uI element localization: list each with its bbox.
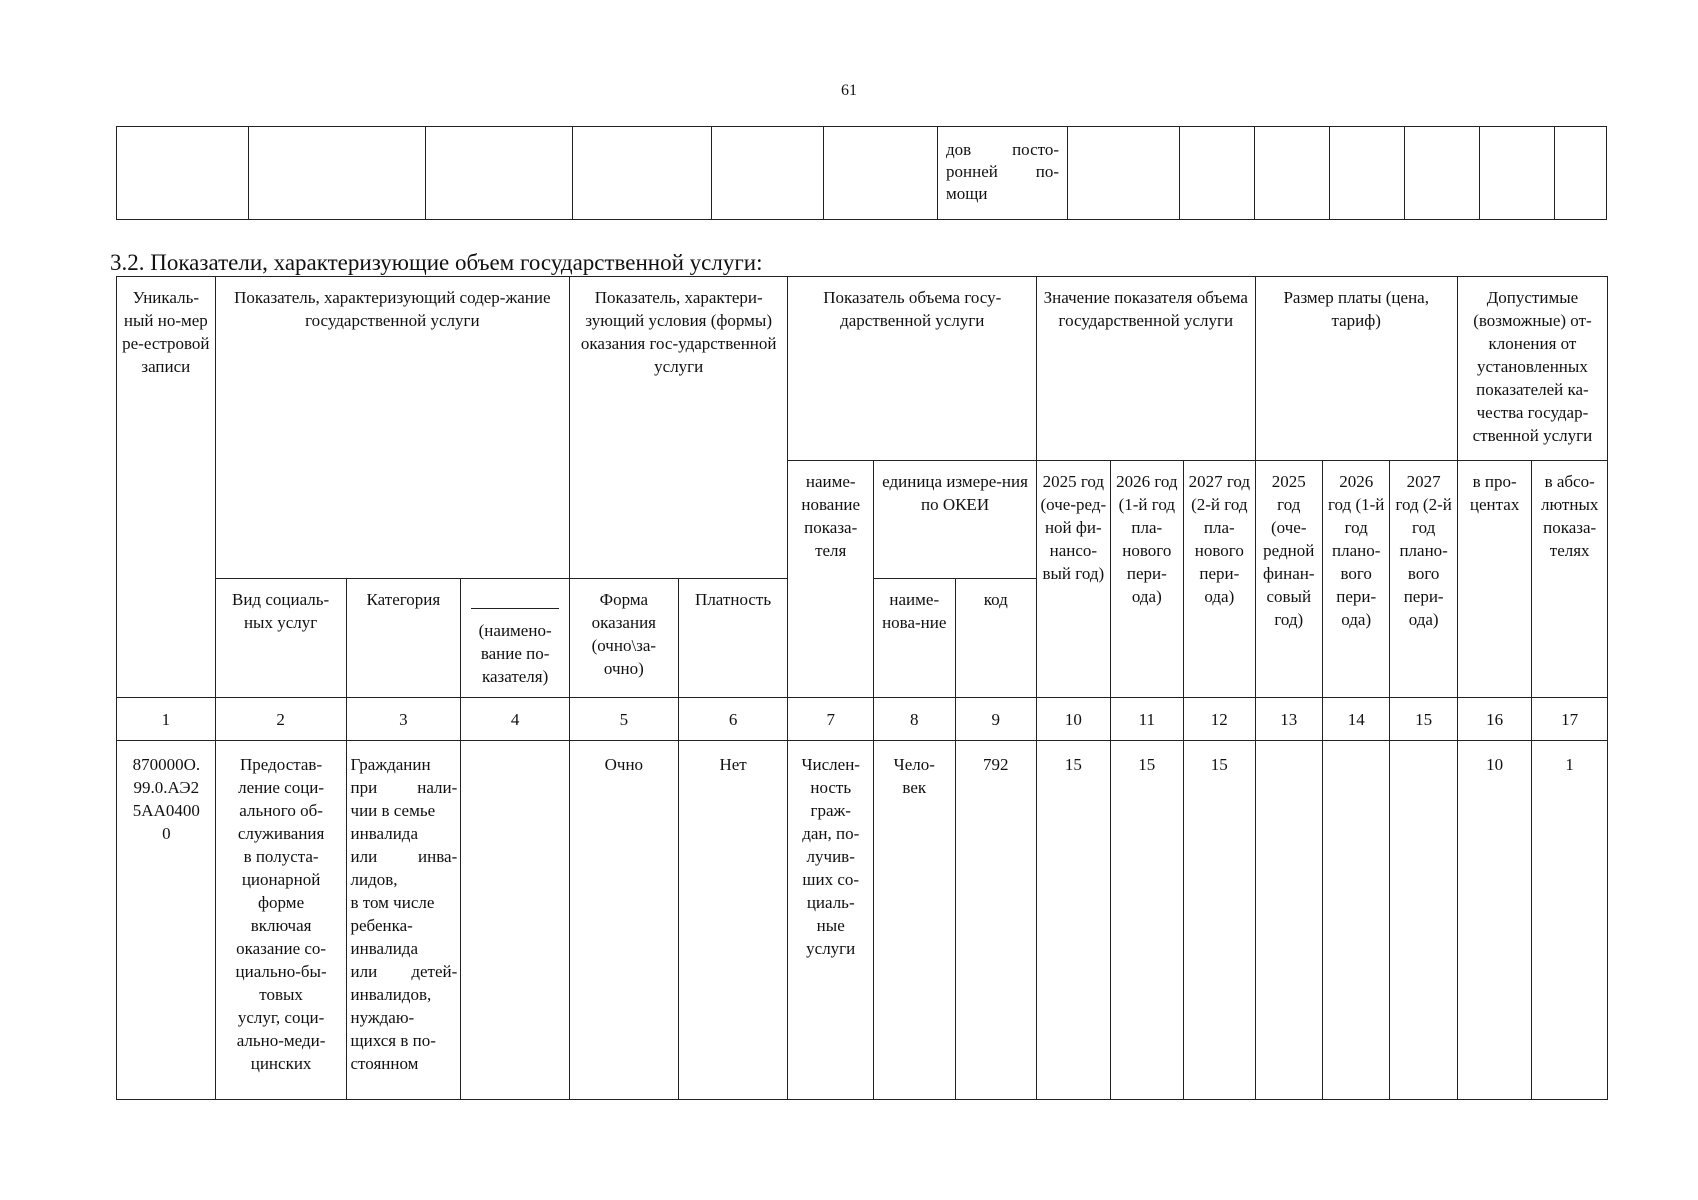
column-number: 2 xyxy=(215,698,346,741)
registry-line: 99.0.АЭ2 xyxy=(133,778,200,797)
volume-indicators-table xyxy=(116,276,1608,1100)
continuation-cell xyxy=(824,127,938,220)
service-type-line: услуг, соци- xyxy=(237,1008,325,1027)
header-value-2027: 2027 год (2-й год пла-нового пери-ода) xyxy=(1184,461,1256,698)
header-deviation-absolute: в абсо-лютных показа-телях xyxy=(1532,461,1608,698)
header-value-2025: 2025 год (оче-ред-ной фи-нансо-вый год) xyxy=(1037,461,1110,698)
header-registry-number: Уникаль-ный но-мер ре-естровой записи xyxy=(117,277,216,698)
column-number: 15 xyxy=(1390,698,1457,741)
category-line: щихся в по- xyxy=(350,1031,436,1050)
continuation-cell xyxy=(249,127,426,220)
column-number: 8 xyxy=(874,698,956,741)
header-indicator-value: Значение показателя объема государственной услуги xyxy=(1037,277,1255,461)
service-type-line: товых xyxy=(259,985,303,1004)
value-2026-cell: 15 xyxy=(1110,741,1183,1100)
unit-name-line: век xyxy=(902,778,927,797)
category-line: инвалидов, xyxy=(350,985,432,1004)
header-service-form: Форма оказания (очно\за-очно) xyxy=(569,579,678,698)
indicator-cell xyxy=(461,741,570,1100)
continuation-cell xyxy=(426,127,573,220)
header-fee-2026: 2026 год (1-й год плано-вого пери-ода) xyxy=(1322,461,1389,698)
section-title: 3.2. Показатели, характеризующие объем государственной услуги: xyxy=(110,250,763,275)
category-line: или инва- xyxy=(350,847,458,866)
continuation-cell xyxy=(712,127,824,220)
registry-line: 5АА0400 xyxy=(132,801,200,820)
indicator-name-cell xyxy=(788,741,874,1100)
blank-line xyxy=(471,588,559,609)
indicator-name-line: циаль- xyxy=(806,893,855,912)
registry-line: 870000О. xyxy=(132,755,201,774)
column-number: 5 xyxy=(569,698,678,741)
header-allowed-deviation: Допустимые (возможные) от-клонения от установленных показателей ка-чества государ-ственной услуги xyxy=(1457,277,1607,461)
registry-line: 0 xyxy=(162,824,171,843)
value-2027-cell: 15 xyxy=(1184,741,1256,1100)
category-line: нуждаю- xyxy=(350,1008,415,1027)
indicator-name-line: услуги xyxy=(806,939,856,958)
column-number: 6 xyxy=(678,698,788,741)
header-indicator-name: наиме-нование показа-теля xyxy=(788,461,874,698)
service-type-line: включая xyxy=(250,916,312,935)
continuation-cell xyxy=(573,127,712,220)
column-number: 12 xyxy=(1184,698,1256,741)
column-number: 10 xyxy=(1037,698,1110,741)
continuation-cell xyxy=(1405,127,1480,220)
column-number: 17 xyxy=(1532,698,1608,741)
continuation-cell xyxy=(1555,127,1607,220)
indicator-name-line: ших со- xyxy=(802,870,860,889)
continuation-cell xyxy=(1068,127,1180,220)
continuation-cell xyxy=(1180,127,1255,220)
value-2025-cell: 15 xyxy=(1037,741,1110,1100)
category-line: стоянном xyxy=(350,1054,419,1073)
header-fee-2025: 2025 год (оче-редной финан-совый год) xyxy=(1255,461,1322,698)
text-line: ронней по- xyxy=(946,162,1059,181)
service-type-line: в полуста- xyxy=(243,847,319,866)
indicator-name-line: лучив- xyxy=(806,847,855,866)
header-indicator-placeholder xyxy=(461,579,570,698)
header-unit-code: код xyxy=(955,579,1037,698)
column-number: 3 xyxy=(346,698,461,741)
unit-name-line: Чело- xyxy=(893,755,935,774)
service-type-cell xyxy=(215,741,346,1100)
header-indicator-name-placeholder: (наимено-вание по-казателя) xyxy=(478,621,552,686)
service-type-line: циально-бы- xyxy=(235,962,327,981)
header-payment: Платность xyxy=(678,579,788,698)
header-volume-indicator: Показатель объема госу-дарственной услуги xyxy=(788,277,1037,461)
page-number: 61 xyxy=(841,82,857,99)
service-type-line: служивания xyxy=(237,824,325,843)
header-deviation-percent: в про-центах xyxy=(1457,461,1531,698)
category-line: инвалида xyxy=(350,824,418,843)
service-type-line: цинских xyxy=(250,1054,312,1073)
unit-code-cell: 792 xyxy=(955,741,1037,1100)
payment-cell: Нет xyxy=(678,741,788,1100)
fee-2025-cell xyxy=(1255,741,1322,1100)
service-type-line: ального об- xyxy=(239,801,323,820)
header-conditions-indicator: Показатель, характери-зующий условия (формы) оказания гос-ударственной услуги xyxy=(569,277,787,579)
service-type-line: ционарной xyxy=(241,870,321,889)
column-number: 1 xyxy=(117,698,216,741)
column-number: 16 xyxy=(1457,698,1531,741)
service-type-line: ально-меди- xyxy=(236,1031,326,1050)
continuation-cell xyxy=(117,127,249,220)
deviation-absolute-cell: 1 xyxy=(1532,741,1608,1100)
fee-2027-cell xyxy=(1390,741,1457,1100)
header-fee-2027: 2027 год (2-й год плано-вого пери-ода) xyxy=(1390,461,1457,698)
category-line: или детей- xyxy=(350,962,458,981)
service-type-line: форме xyxy=(258,893,305,912)
column-number: 14 xyxy=(1322,698,1389,741)
continuation-cell xyxy=(1480,127,1555,220)
category-cell xyxy=(346,741,461,1100)
deviation-percent-cell: 10 xyxy=(1457,741,1531,1100)
indicator-name-line: Числен- xyxy=(801,755,860,774)
form-cell: Очно xyxy=(569,741,678,1100)
category-line: инвалида xyxy=(350,939,418,958)
unit-name-cell xyxy=(874,741,956,1100)
header-value-2026: 2026 год (1-й год пла-нового пери-ода) xyxy=(1110,461,1183,698)
column-number: 4 xyxy=(461,698,570,741)
column-number: 7 xyxy=(788,698,874,741)
indicator-name-line: ность xyxy=(810,778,852,797)
category-line: ребенка- xyxy=(350,916,413,935)
category-line: в том числе xyxy=(350,893,435,912)
header-unit-okei: единица измере-ния по ОКЕИ xyxy=(874,461,1037,579)
continuation-table xyxy=(116,126,1607,220)
column-number: 11 xyxy=(1110,698,1183,741)
indicator-name-line: дан, по- xyxy=(802,824,860,843)
category-line: Гражданин xyxy=(350,755,431,774)
continuation-cell xyxy=(1330,127,1405,220)
service-type-line: Предостав- xyxy=(240,755,323,774)
indicator-name-line: ные xyxy=(816,916,845,935)
header-content-indicator: Показатель, характеризующий содер-жание государственной услуги xyxy=(215,277,569,579)
header-service-type: Вид социаль-ных услуг xyxy=(215,579,346,698)
header-category: Категория xyxy=(346,579,461,698)
continuation-cell xyxy=(1255,127,1330,220)
service-type-line: оказание со- xyxy=(236,939,327,958)
column-number: 13 xyxy=(1255,698,1322,741)
text-line: мощи xyxy=(946,184,988,203)
category-line: чии в семье xyxy=(350,801,436,820)
category-line: лидов, xyxy=(350,870,398,889)
text-line: дов посто- xyxy=(946,140,1059,159)
continuation-text-cell xyxy=(938,127,1068,220)
registry-number-cell xyxy=(117,741,216,1100)
indicator-name-line: граж- xyxy=(810,801,851,820)
service-type-line: ление соци- xyxy=(238,778,325,797)
column-number: 9 xyxy=(955,698,1037,741)
header-fee: Размер платы (цена, тариф) xyxy=(1255,277,1457,461)
header-unit-name: наиме-нова-ние xyxy=(874,579,956,698)
fee-2026-cell xyxy=(1322,741,1389,1100)
category-line: при нали- xyxy=(350,778,458,797)
